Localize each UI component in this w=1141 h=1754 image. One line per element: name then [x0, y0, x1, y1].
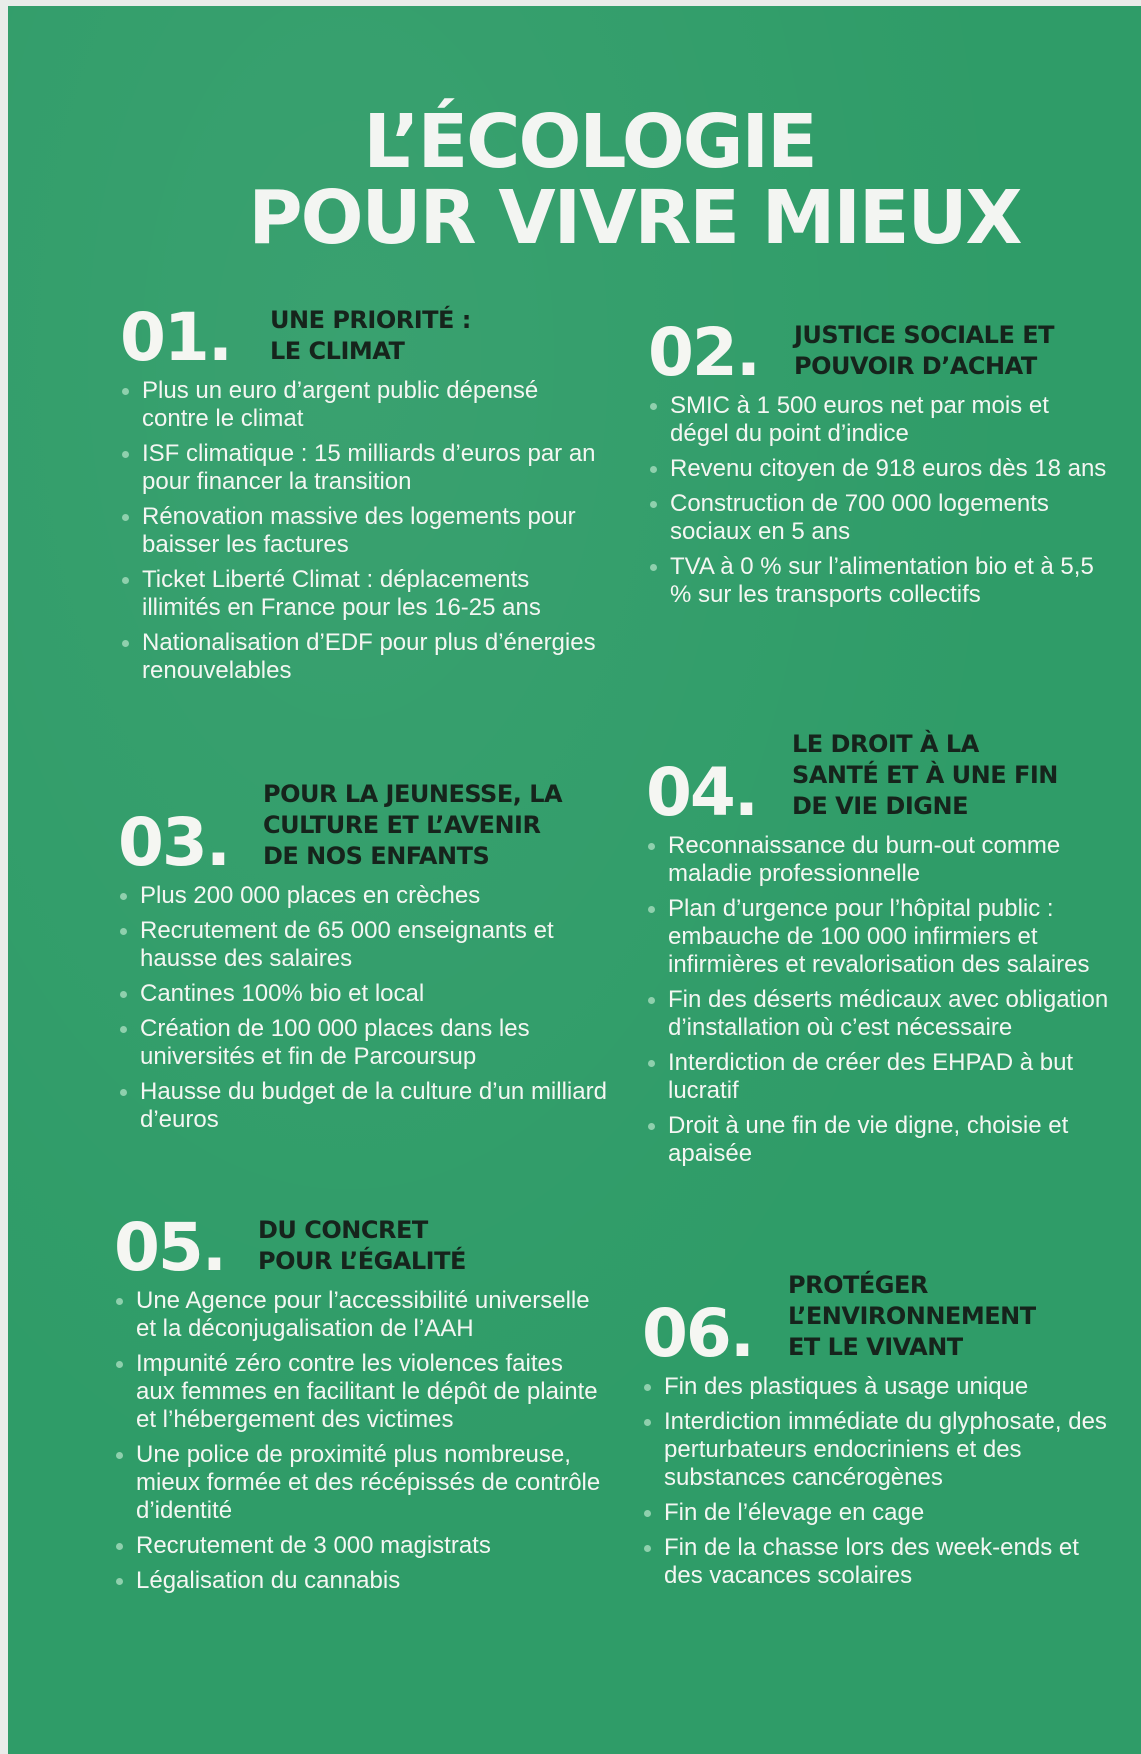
section-number: 01. [120, 299, 231, 376]
list-item: Fin de la chasse lors des week-ends et des vacances scolaires [642, 1534, 1112, 1590]
list-item: Recrutement de 65 000 enseignants et hausse des salaires [118, 917, 608, 973]
section-heading: JUSTICE SOCIALE ET POUVOIR D’ACHAT [794, 321, 1054, 380]
section-heading: LE DROIT À LA SANTÉ ET À UNE FIN DE VIE DIGNE [792, 730, 1058, 820]
list-item: Impunité zéro contre les violences faites aux femmes en facilitant le dépôt de plainte et l’hébergement des victimes [114, 1350, 604, 1434]
list-item: Droit à une fin de vie digne, choisie et apaisée [646, 1112, 1116, 1168]
list-item: Fin des plastiques à usage unique [642, 1373, 1112, 1401]
list-item: ISF climatique : 15 milliards d’euros par an pour financer la transition [120, 440, 610, 496]
section-heading: DU CONCRET POUR L’ÉGALITÉ [258, 1216, 466, 1275]
list-item: SMIC à 1 500 euros net par mois et dégel du point d’indice [648, 392, 1108, 448]
list-item: Une police de proximité plus nombreuse, mieux formée et des récépissés de contrôle d’identité [114, 1441, 604, 1525]
list-item: TVA à 0 % sur l’alimentation bio et à 5,5 % sur les transports collectifs [648, 553, 1108, 609]
item-list [118, 882, 608, 1134]
item-list [114, 1287, 604, 1595]
list-item: Recrutement de 3 000 magistrats [114, 1532, 604, 1560]
item-list [648, 392, 1108, 609]
section-05 [114, 1201, 604, 1602]
list-item: Plus 200 000 places en crèches [118, 882, 608, 910]
list-item: Rénovation massive des logements pour baisser les factures [120, 503, 610, 559]
list-item: Interdiction immédiate du glyphosate, des perturbateurs endocriniens et des substances cancérogènes [642, 1408, 1112, 1492]
list-item: Légalisation du cannabis [114, 1567, 604, 1595]
list-item: Fin des déserts médicaux avec obligation d’installation où c’est nécessaire [646, 986, 1116, 1042]
section-heading: UNE PRIORITÉ : LE CLIMAT [270, 306, 471, 365]
list-item: Ticket Liberté Climat : déplacements illimités en France pour les 16-25 ans [120, 566, 610, 622]
list-item: Reconnaissance du burn-out comme maladie professionnelle [646, 832, 1116, 888]
section-03 [118, 766, 608, 1141]
list-item: Création de 100 000 places dans les universités et fin de Parcoursup [118, 1015, 608, 1071]
list-item: Nationalisation d’EDF pour plus d’énergies renouvelables [120, 629, 610, 685]
section-04 [646, 716, 1116, 1175]
item-list [642, 1373, 1112, 1590]
list-item: Fin de l’élevage en cage [642, 1499, 1112, 1527]
item-list [646, 832, 1116, 1168]
list-item: Hausse du budget de la culture d’un milliard d’euros [118, 1078, 608, 1134]
list-item: Plus un euro d’argent public dépensé contre le climat [120, 377, 610, 433]
section-heading: POUR LA JEUNESSE, LA CULTURE ET L’AVENIR DE NOS ENFANTS [263, 780, 563, 870]
list-item: Revenu citoyen de 918 euros dès 18 ans [648, 455, 1108, 483]
item-list [120, 377, 610, 685]
title-line-1: L’ÉCOLOGIE [363, 99, 816, 185]
list-item: Interdiction de créer des EHPAD à but lucratif [646, 1049, 1116, 1105]
list-item: Cantines 100% bio et local [118, 980, 608, 1008]
section-number: 02. [648, 314, 759, 391]
section-02 [648, 306, 1108, 616]
list-item: Plan d’urgence pour l’hôpital public : embauche de 100 000 infirmiers et infirmières et revalorisation des salaires [646, 895, 1116, 979]
leaflet-page [8, 6, 1141, 1754]
section-01 [120, 291, 610, 692]
page-title [8, 99, 1141, 261]
section-number: 05. [114, 1209, 225, 1286]
section-heading: PROTÉGER L’ENVIRONNEMENT ET LE VIVANT [788, 1271, 1036, 1361]
title-line-2: POUR VIVRE MIEUX [248, 175, 1021, 261]
section-06 [642, 1259, 1112, 1597]
list-item: Construction de 700 000 logements sociaux en 5 ans [648, 490, 1108, 546]
list-item: Une Agence pour l’accessibilité universelle et la déconjugalisation de l’AAH [114, 1287, 604, 1343]
section-number: 03. [118, 804, 229, 881]
section-number: 06. [642, 1295, 753, 1372]
section-number: 04. [646, 754, 757, 831]
